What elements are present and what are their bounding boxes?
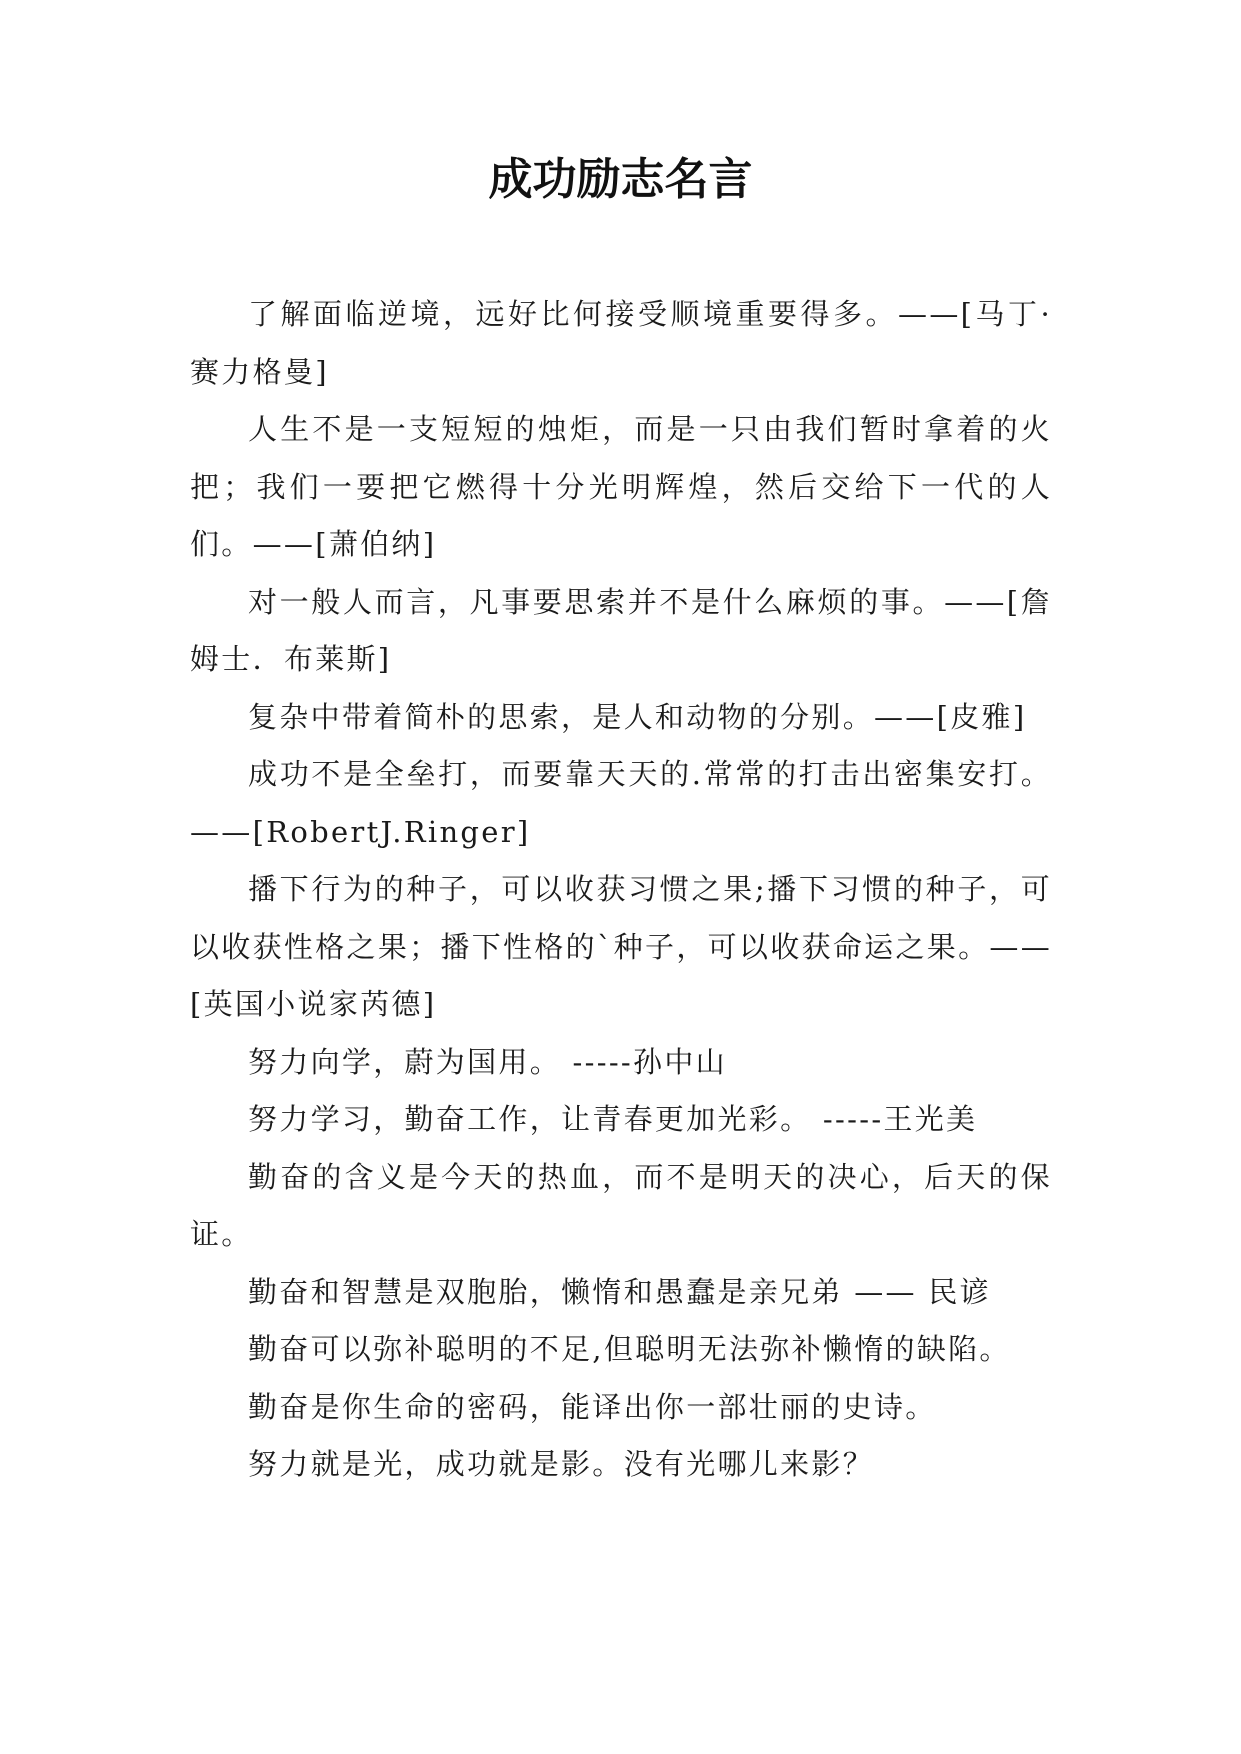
quote-paragraph: 勤奋的含义是今天的热血，而不是明天的决心，后天的保证。 xyxy=(190,1159,1052,1251)
quote-paragraph: 勤奋和智慧是双胞胎，懒惰和愚蠢是亲兄弟 —— 民谚 xyxy=(248,1274,991,1309)
document-title: 成功励志名言 xyxy=(488,154,753,205)
quote-paragraph: 复杂中带着简朴的思索，是人和动物的分别。——[皮雅] xyxy=(248,699,1027,734)
quote-paragraph: 努力学习，勤奋工作，让青春更加光彩。 -----王光美 xyxy=(248,1102,978,1136)
quote-paragraph: 努力向学，蔚为国用。 -----孙中山 xyxy=(248,1044,727,1079)
quote-paragraph: 成功不是全垒打，而要靠天天的.常常的打击出密集安打。——[RobertJ.Ringer] xyxy=(190,757,1052,849)
quote-paragraph: 播下行为的种子，可以收获习惯之果;播下习惯的种子，可以收获性格之果；播下性格的`种子，可以收获命运之果。——[英国小说家芮德] xyxy=(190,872,1052,1021)
quote-paragraph: 对一般人而言，凡事要思索并不是什么麻烦的事。——[詹姆士．布莱斯] xyxy=(190,584,1052,676)
quote-paragraph: 勤奋可以弥补聪明的不足,但聪明无法弥补懒惰的缺陷。 xyxy=(248,1332,1011,1366)
quote-paragraph: 了解面临逆境，远好比何接受顺境重要得多。——[马丁·赛力格曼] xyxy=(190,297,1052,389)
document-body xyxy=(190,286,1052,1494)
quote-paragraph: 人生不是一支短短的烛炬，而是一只由我们暂时拿着的火把；我们一要把它燃得十分光明辉煌，然后交给下一代的人们。——[萧伯纳] xyxy=(190,412,1052,561)
quote-paragraph: 努力就是光，成功就是影。没有光哪儿来影？ xyxy=(248,1447,875,1481)
quote-paragraph: 勤奋是你生命的密码，能译出你一部壮丽的史诗。 xyxy=(248,1389,937,1424)
